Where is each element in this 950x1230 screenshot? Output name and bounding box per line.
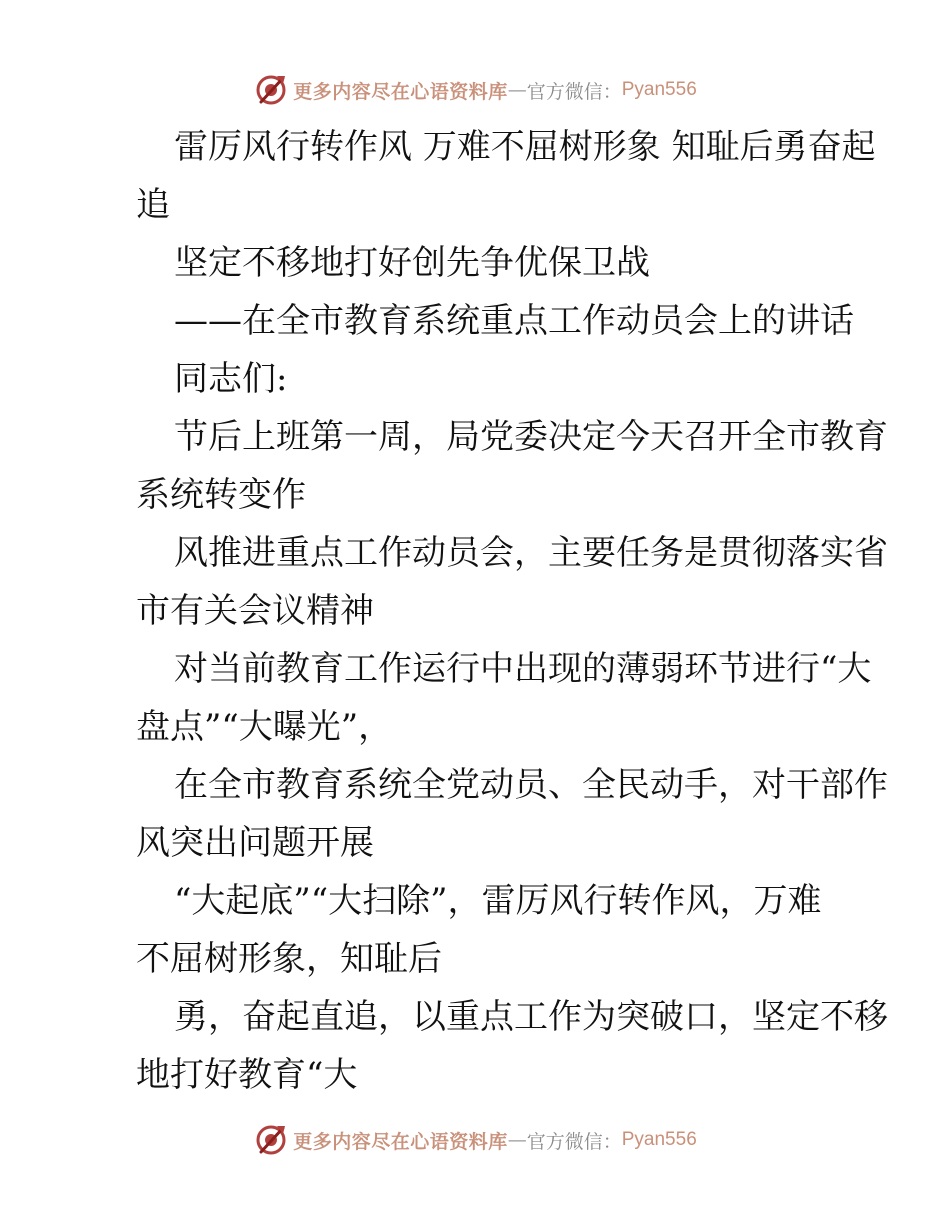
text-line: 节后上班第一周，局党委决定今天召开全市教育 — [174, 417, 888, 457]
quill-logo-icon — [253, 72, 289, 108]
paragraph-body — [98, 756, 888, 872]
footer-banner — [0, 1120, 950, 1160]
document-body — [98, 118, 888, 1104]
banner-label: 官方微信： — [526, 80, 622, 103]
text-line: ——在全市教育系统重点工作动员会上的讲话 — [174, 301, 854, 341]
paragraph-body — [98, 524, 888, 640]
paragraph-salutation — [98, 350, 858, 408]
text-line: 对当前教育工作运行中出现的薄弱环节进行“大 — [174, 649, 872, 689]
text-line: 风推进重点工作动员会，主要任务是贯彻落实省 — [174, 533, 888, 573]
text-line: 在全市教育系统全党动员、全民动手，对干部作 — [174, 765, 888, 805]
text-line: 市有关会议精神 — [136, 591, 374, 631]
paragraph-subtitle — [98, 234, 858, 292]
text-line: 不屈树形象，知耻后 — [136, 939, 442, 979]
header-banner — [0, 70, 950, 110]
paragraph-body — [98, 640, 872, 756]
paragraph-body — [98, 988, 888, 1104]
text-line: 系统转变作 — [136, 475, 306, 515]
banner-title: 更多内容尽在心语资料库 — [293, 1130, 508, 1153]
quill-logo-icon — [253, 1122, 289, 1158]
text-line: 坚定不移地打好创先争优保卫战 — [174, 243, 650, 283]
text-line: 追 — [136, 185, 170, 225]
paragraph-body — [98, 408, 888, 524]
text-line: 盘点”“大曝光”， — [136, 707, 393, 747]
paragraph-speech-note — [98, 292, 858, 350]
banner-separator: — — [507, 1129, 527, 1151]
paragraph-title — [98, 118, 876, 234]
text-line: “大起底”“大扫除”，雷厉风行转作风，万难 — [174, 881, 822, 921]
banner-separator: — — [507, 79, 527, 101]
banner-wechat-id: Pyan556 — [621, 1129, 697, 1150]
paragraph-body — [98, 872, 858, 988]
banner-wechat-id: Pyan556 — [621, 79, 697, 100]
text-line: 勇，奋起直追，以重点工作为突破口，坚定不移 — [174, 997, 888, 1037]
banner-title: 更多内容尽在心语资料库 — [293, 80, 508, 103]
text-line: 同志们: — [174, 359, 288, 399]
text-line: 雷厉风行转作风 万难不屈树形象 知耻后勇奋起 — [174, 127, 876, 167]
text-line: 风突出问题开展 — [136, 823, 374, 863]
text-line: 地打好教育“大 — [136, 1055, 358, 1095]
banner-label: 官方微信： — [526, 1130, 622, 1153]
